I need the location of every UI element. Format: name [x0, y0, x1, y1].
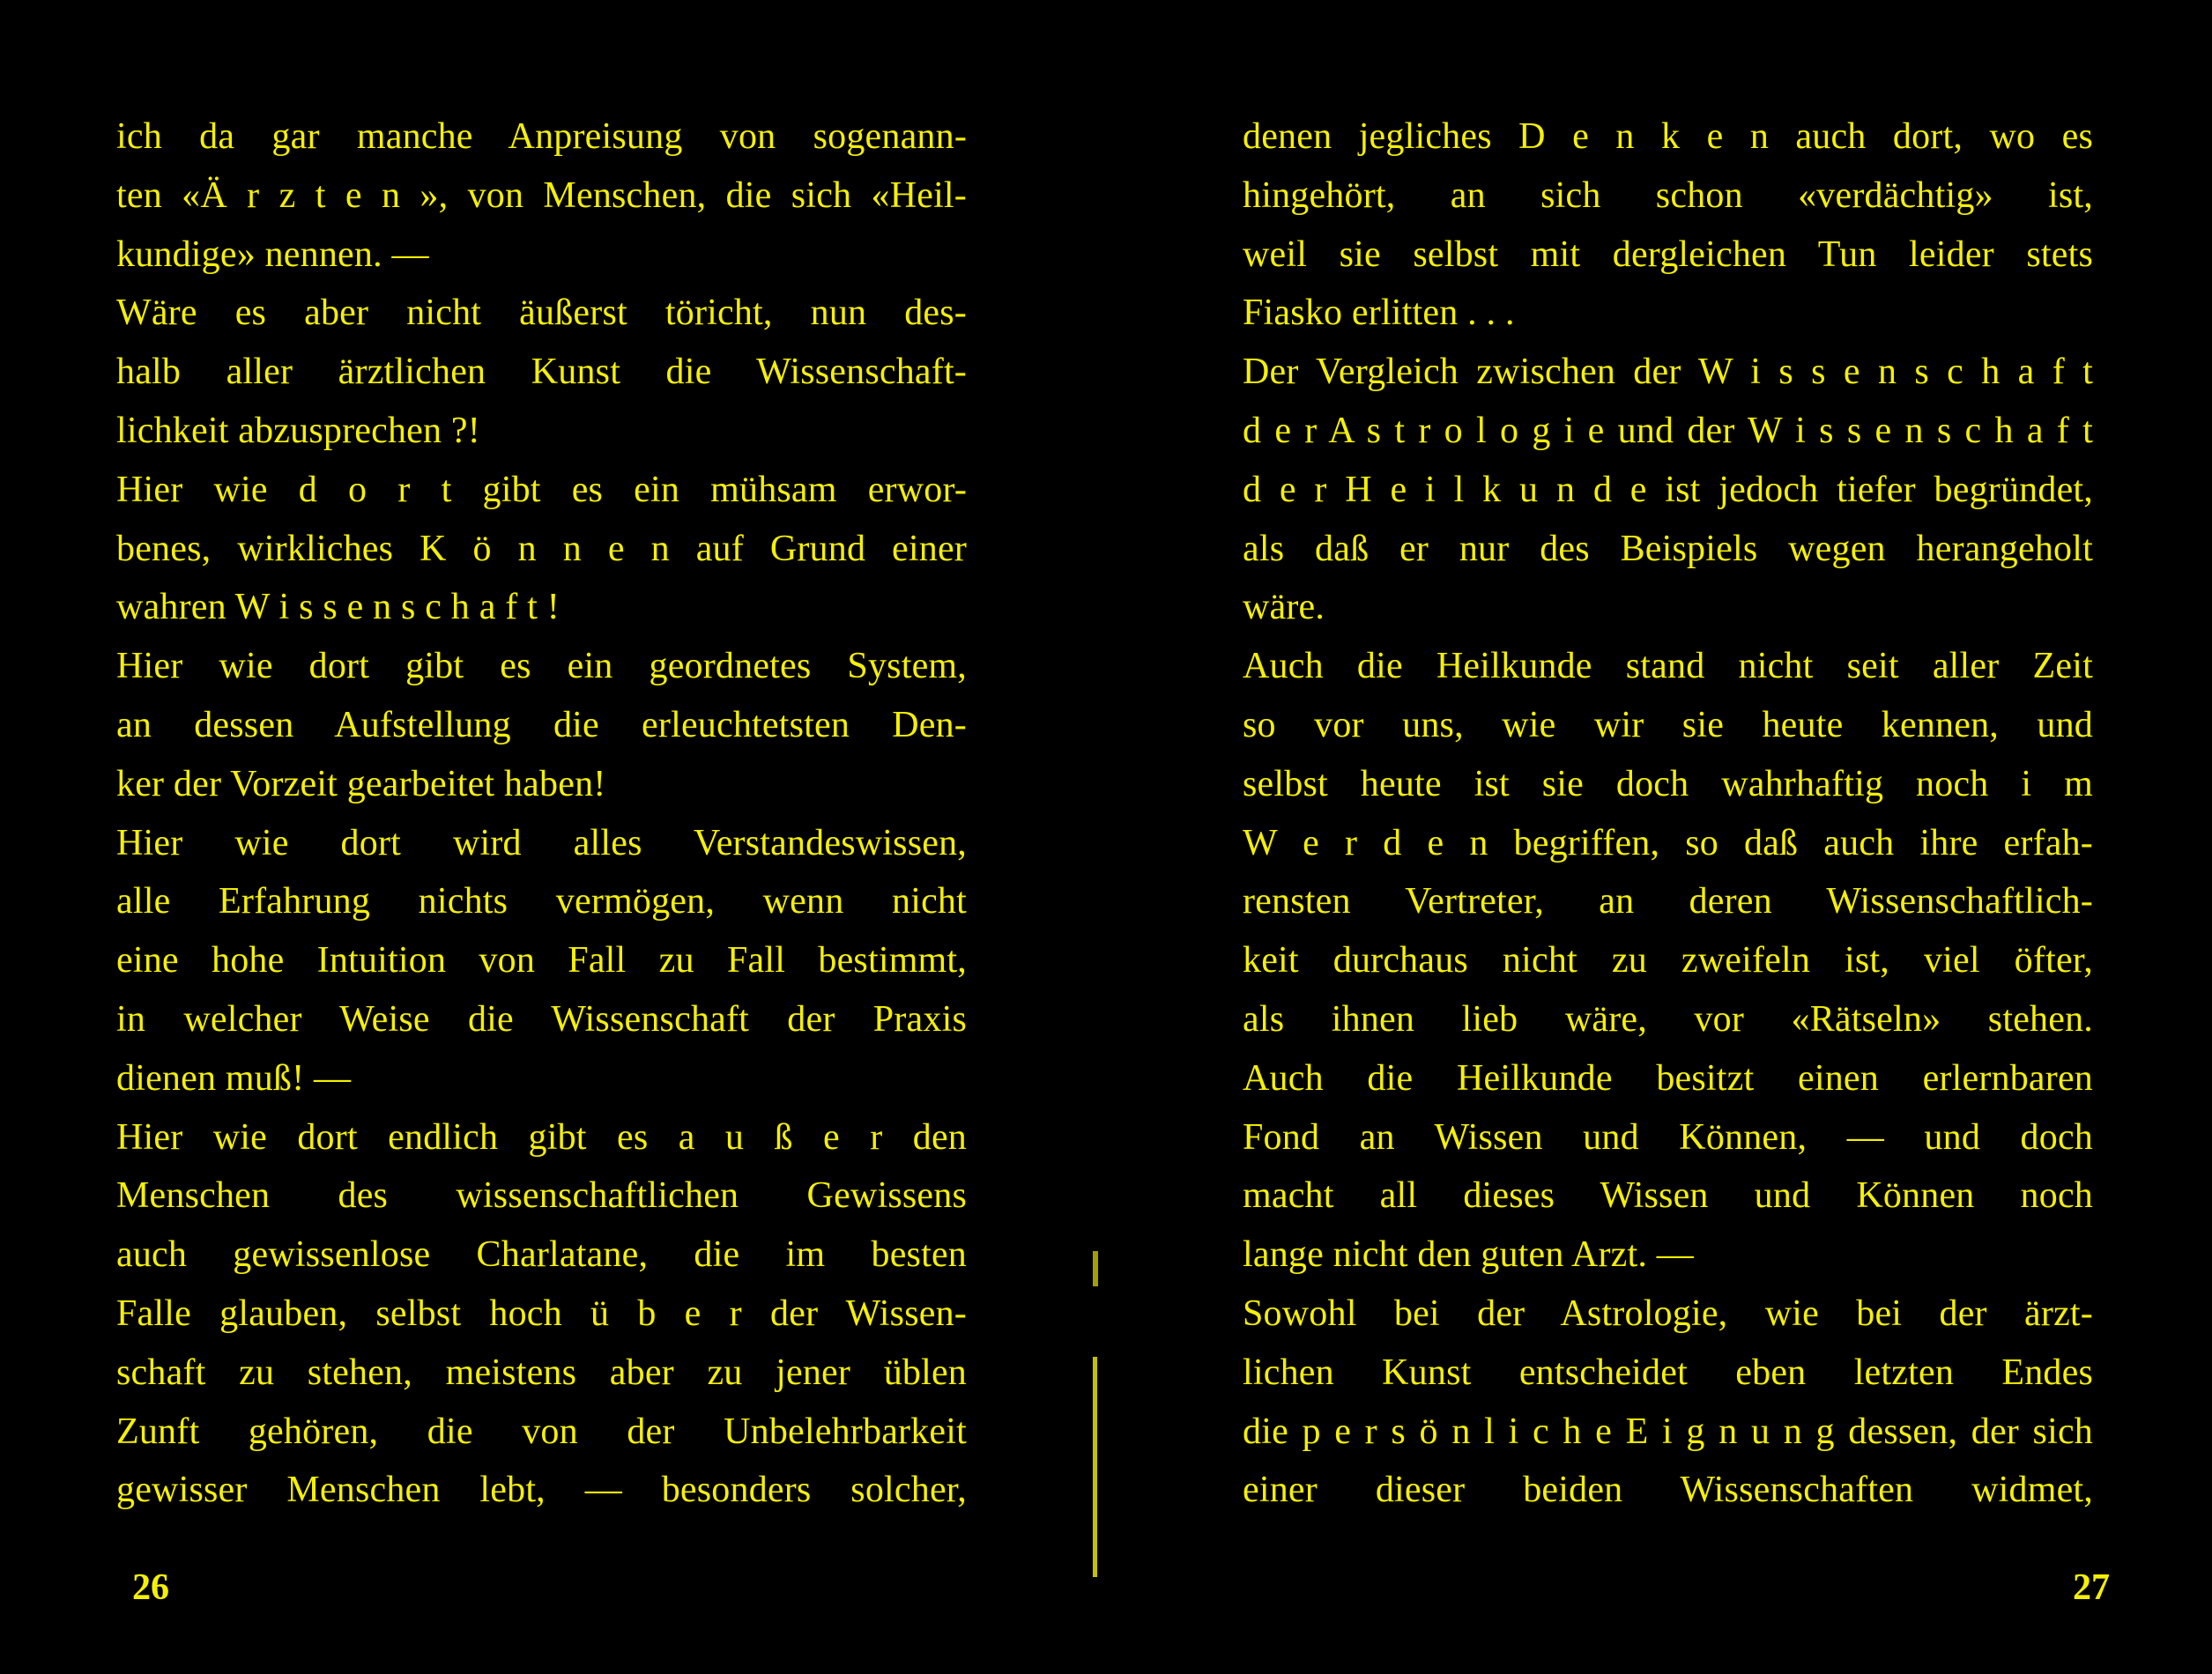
text-line: Wäre es aber nicht äußerst töricht, nun des-	[116, 293, 967, 334]
text-line: ten «Ä r z t e n », von Menschen, die sich «Heil-	[116, 174, 967, 216]
text-line: denen jegliches D e n k e n auch dort, wo es	[1243, 116, 2093, 157]
text-line: Hier wie dort gibt es ein geordnetes System,	[116, 646, 967, 687]
text-line: Hier wie dort wird alles Verstandeswissen,	[116, 822, 967, 863]
text-line: Hier wie d o r t gibt es ein mühsam erwor-	[116, 469, 967, 510]
text-line: alle Erfahrung nichts vermögen, wenn nicht	[116, 881, 967, 922]
text-line: hingehört, an sich schon «verdächtig» ist,	[1243, 174, 2093, 216]
text-line: Hier wie dort endlich gibt es a u ß e r den	[116, 1116, 967, 1158]
text-line: lichkeit abzusprechen ?!	[116, 410, 480, 451]
text-line: benes, wirkliches K ö n n e n auf Grund einer	[116, 528, 967, 569]
text-line: selbst heute ist sie doch wahrhaftig noch i m	[1243, 763, 2093, 804]
text-line: Der Vergleich zwischen der W i s s e n s c h a f t	[1243, 352, 2093, 393]
page-number: 27	[2073, 1567, 2110, 1608]
text-line: wahren W i s s e n s c h a f t !	[116, 587, 560, 628]
text-line: eine hohe Intuition von Fall zu Fall bestimmt,	[116, 940, 967, 981]
text-line: ker der Vorzeit gearbeitet haben!	[116, 763, 606, 804]
gutter-mark	[1093, 1357, 1097, 1577]
text-line: Fiasko erlitten . . .	[1243, 293, 1515, 334]
text-line: in welcher Weise die Wissenschaft der Praxis	[116, 998, 967, 1040]
text-line: weil sie selbst mit dergleichen Tun leider stets	[1243, 233, 2093, 275]
text-line: so vor uns, wie wir sie heute kennen, und	[1243, 704, 2093, 745]
right-page-text	[1243, 107, 2093, 1520]
text-line: als daß er nur des Beispiels wegen herangeholt	[1243, 528, 2093, 569]
text-line: Auch die Heilkunde besitzt einen erlernbaren	[1243, 1057, 2093, 1099]
text-line: ich da gar manche Anpreisung von sogenann-	[116, 116, 967, 157]
text-line: an dessen Aufstellung die erleuchtetsten Den-	[116, 704, 967, 745]
text-line: Auch die Heilkunde stand nicht seit aller Zeit	[1243, 646, 2093, 687]
text-line: d e r H e i l k u n d e ist jedoch tiefer begründet,	[1243, 469, 2093, 510]
text-line: lichen Kunst entscheidet eben letzten Endes	[1243, 1352, 2093, 1393]
text-line: d e r A s t r o l o g i e und der W i s s e n s c h a f t	[1243, 410, 2093, 451]
text-line: auch gewissenlose Charlatane, die im besten	[116, 1234, 967, 1276]
text-line: Falle glauben, selbst hoch ü b e r der Wissen-	[116, 1293, 967, 1334]
text-line: Fond an Wissen und Können, — und doch	[1243, 1116, 2093, 1158]
text-line: als ihnen lieb wäre, vor «Rätseln» stehen.	[1243, 998, 2093, 1040]
text-line: W e r d e n begriffen, so daß auch ihre erfah-	[1243, 822, 2093, 863]
text-line: macht all dieses Wissen und Können noch	[1243, 1175, 2093, 1217]
text-line: Sowohl bei der Astrologie, wie bei der ärzt-	[1243, 1293, 2093, 1334]
text-line: rensten Vertreter, an deren Wissenschaftlich-	[1243, 881, 2093, 922]
page-number: 26	[132, 1567, 169, 1608]
left-page-text	[116, 107, 967, 1520]
text-line: dienen muß! —	[116, 1057, 352, 1099]
text-line: einer dieser beiden Wissenschaften widmet,	[1243, 1470, 2093, 1511]
text-line: gewisser Menschen lebt, — besonders solcher,	[116, 1470, 967, 1511]
text-line: die p e r s ö n l i c h e E i g n u n g dessen, der sich	[1243, 1411, 2093, 1452]
right-page	[1106, 0, 2212, 1674]
text-line: wäre.	[1243, 587, 1325, 628]
text-line: Menschen des wissenschaftlichen Gewissens	[116, 1175, 967, 1217]
gutter-mark	[1093, 1251, 1098, 1286]
text-line: Zunft gehören, die von der Unbelehrbarkeit	[116, 1411, 967, 1452]
text-line: kundige» nennen. —	[116, 233, 429, 275]
text-line: halb aller ärztlichen Kunst die Wissenschaft-	[116, 352, 967, 393]
text-line: lange nicht den guten Arzt. —	[1243, 1234, 1694, 1276]
text-line: keit durchaus nicht zu zweifeln ist, viel öfter,	[1243, 940, 2093, 981]
text-line: schaft zu stehen, meistens aber zu jener üblen	[116, 1352, 967, 1393]
